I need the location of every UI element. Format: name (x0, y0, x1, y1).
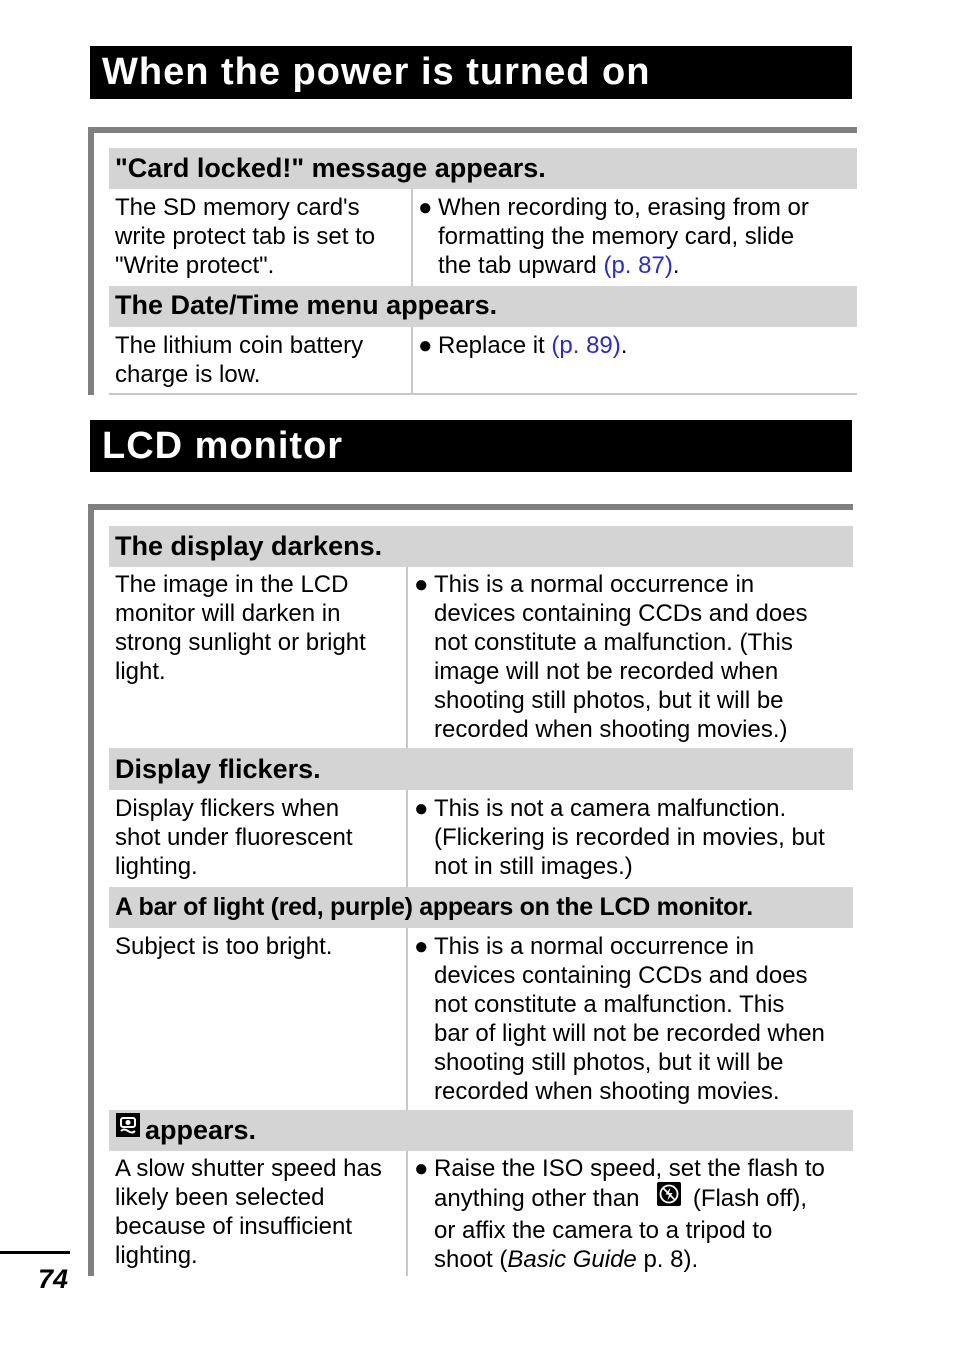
solution-line: (Flickering is recorded in movies, but (434, 824, 825, 851)
cause-line: light. (115, 658, 166, 685)
row-heading (109, 526, 853, 567)
row-heading (109, 148, 857, 189)
cause-line: lighting. (115, 1242, 198, 1269)
page-reference-link[interactable]: (p. 89) (551, 332, 621, 359)
solution-line: This is not a camera malfunction. (434, 795, 787, 822)
cause-line: because of insufficient (115, 1213, 353, 1240)
cause-line: likely been selected (115, 1184, 325, 1211)
section-top-rule (88, 127, 857, 133)
cause-line: shot under fluorescent (115, 824, 353, 851)
solution-line: bar of light will not be recorded when (434, 1020, 825, 1047)
section-power-table (88, 127, 857, 395)
solution-line: Raise the ISO speed, set the flash to (434, 1155, 825, 1182)
bullet-icon: ● (418, 194, 433, 221)
flash-off-icon (656, 1181, 682, 1214)
solution-bullet-item (418, 331, 848, 360)
section-left-rule (88, 504, 94, 1276)
row-heading-text: A bar of light (red, purple) appears on the LCD monitor. (115, 893, 753, 921)
solution-line (438, 251, 848, 280)
column-divider (406, 1151, 408, 1276)
solution-cell (418, 331, 848, 360)
solution-line (434, 1183, 849, 1216)
solution-bullet-item (414, 570, 849, 744)
cause-line: The SD memory card's (115, 194, 360, 221)
row-bottom-rule (109, 393, 857, 395)
cause-line: The lithium coin battery (115, 332, 364, 359)
section-top-rule (88, 504, 853, 510)
row-heading-text: "Card locked!" message appears. (115, 153, 546, 183)
solution-line: formatting the memory card, slide (438, 223, 795, 250)
solution-line: or affix the camera to a tripod to (434, 1217, 773, 1244)
column-divider (406, 567, 408, 748)
cause-line: strong sunlight or bright (115, 629, 366, 656)
solution-bullet-item (414, 932, 849, 1106)
cause-line: monitor will darken in (115, 600, 341, 627)
row-heading-text: Display flickers. (115, 754, 321, 784)
solution-bullet-item (418, 193, 848, 280)
cause-cell (115, 794, 405, 881)
solution-bullet-item (414, 1154, 849, 1274)
section-banner-lcd (90, 420, 852, 472)
section-title: LCD monitor (102, 425, 344, 467)
bullet-icon: ● (414, 933, 429, 960)
solution-line: shooting still photos, but it will be (434, 1049, 784, 1076)
row-heading (109, 887, 853, 928)
column-divider (406, 928, 408, 1110)
solution-cell (414, 932, 849, 1106)
solution-cell (414, 794, 849, 881)
solution-line: not constitute a malfunction. (This (434, 629, 793, 656)
row-heading (109, 1110, 853, 1151)
page-number: 74 (38, 1264, 69, 1294)
solution-text: (Flash off), (686, 1184, 808, 1212)
bullet-icon: ● (414, 1155, 429, 1182)
section-lcd-table (88, 504, 853, 1276)
cause-cell (115, 331, 405, 389)
row-heading (109, 286, 857, 327)
solution-line: image will not be recorded when (434, 658, 779, 685)
bullet-icon: ● (414, 571, 429, 598)
solution-line (434, 1245, 849, 1274)
cause-line: Display flickers when (115, 795, 340, 822)
solution-line: devices containing CCDs and does (434, 600, 808, 627)
solution-text: anything other than (434, 1184, 647, 1212)
book-title: Basic Guide (507, 1246, 637, 1273)
cause-cell (115, 193, 405, 280)
column-divider (406, 790, 408, 887)
solution-line: not in still images.) (434, 853, 633, 880)
solution-text: the tab upward (438, 252, 604, 279)
cause-line: "Write protect". (115, 252, 275, 279)
section-left-rule (88, 127, 94, 395)
solution-text: p. 8). (636, 1246, 699, 1273)
solution-text: Replace it (438, 332, 552, 359)
column-divider (411, 327, 413, 394)
row-heading-text: appears. (145, 1115, 257, 1145)
solution-line: This is a normal occurrence in (434, 933, 755, 960)
solution-bullet-item (414, 794, 849, 881)
cause-line: charge is low. (115, 361, 261, 388)
page-reference-link[interactable]: (p. 87) (603, 252, 673, 279)
solution-line: recorded when shooting movies. (434, 1078, 780, 1105)
solution-cell (414, 570, 849, 744)
cause-line: A slow shutter speed has (115, 1155, 382, 1182)
column-divider (411, 189, 413, 286)
section-title: When the power is turned on (102, 51, 651, 93)
cause-cell (115, 570, 405, 686)
solution-text: shoot ( (434, 1246, 508, 1273)
cause-cell (115, 1154, 405, 1270)
solution-line: When recording to, erasing from or (438, 194, 809, 221)
solution-line: shooting still photos, but it will be (434, 687, 784, 714)
cause-line: lighting. (115, 853, 198, 880)
bullet-icon: ● (414, 795, 429, 822)
row-heading (109, 748, 853, 790)
solution-line: not constitute a malfunction. This (434, 991, 785, 1018)
section-banner-power (90, 46, 852, 99)
solution-line: recorded when shooting movies.) (434, 716, 788, 743)
cause-line: write protect tab is set to (115, 223, 376, 250)
cause-line: Subject is too bright. (115, 933, 333, 960)
solution-cell (414, 1154, 849, 1274)
solution-tail: . (620, 332, 628, 359)
solution-line: This is a normal occurrence in (434, 571, 755, 598)
camera-shake-icon (115, 1109, 141, 1149)
cause-cell (115, 932, 405, 961)
row-heading-text: The Date/Time menu appears. (115, 290, 498, 320)
cause-line: The image in the LCD (115, 571, 349, 598)
bullet-icon: ● (418, 332, 433, 359)
page-number-rule (0, 1251, 70, 1254)
row-heading-text: The display darkens. (115, 531, 383, 561)
solution-line: devices containing CCDs and does (434, 962, 808, 989)
solution-tail: . (672, 252, 680, 279)
solution-cell (418, 193, 848, 280)
